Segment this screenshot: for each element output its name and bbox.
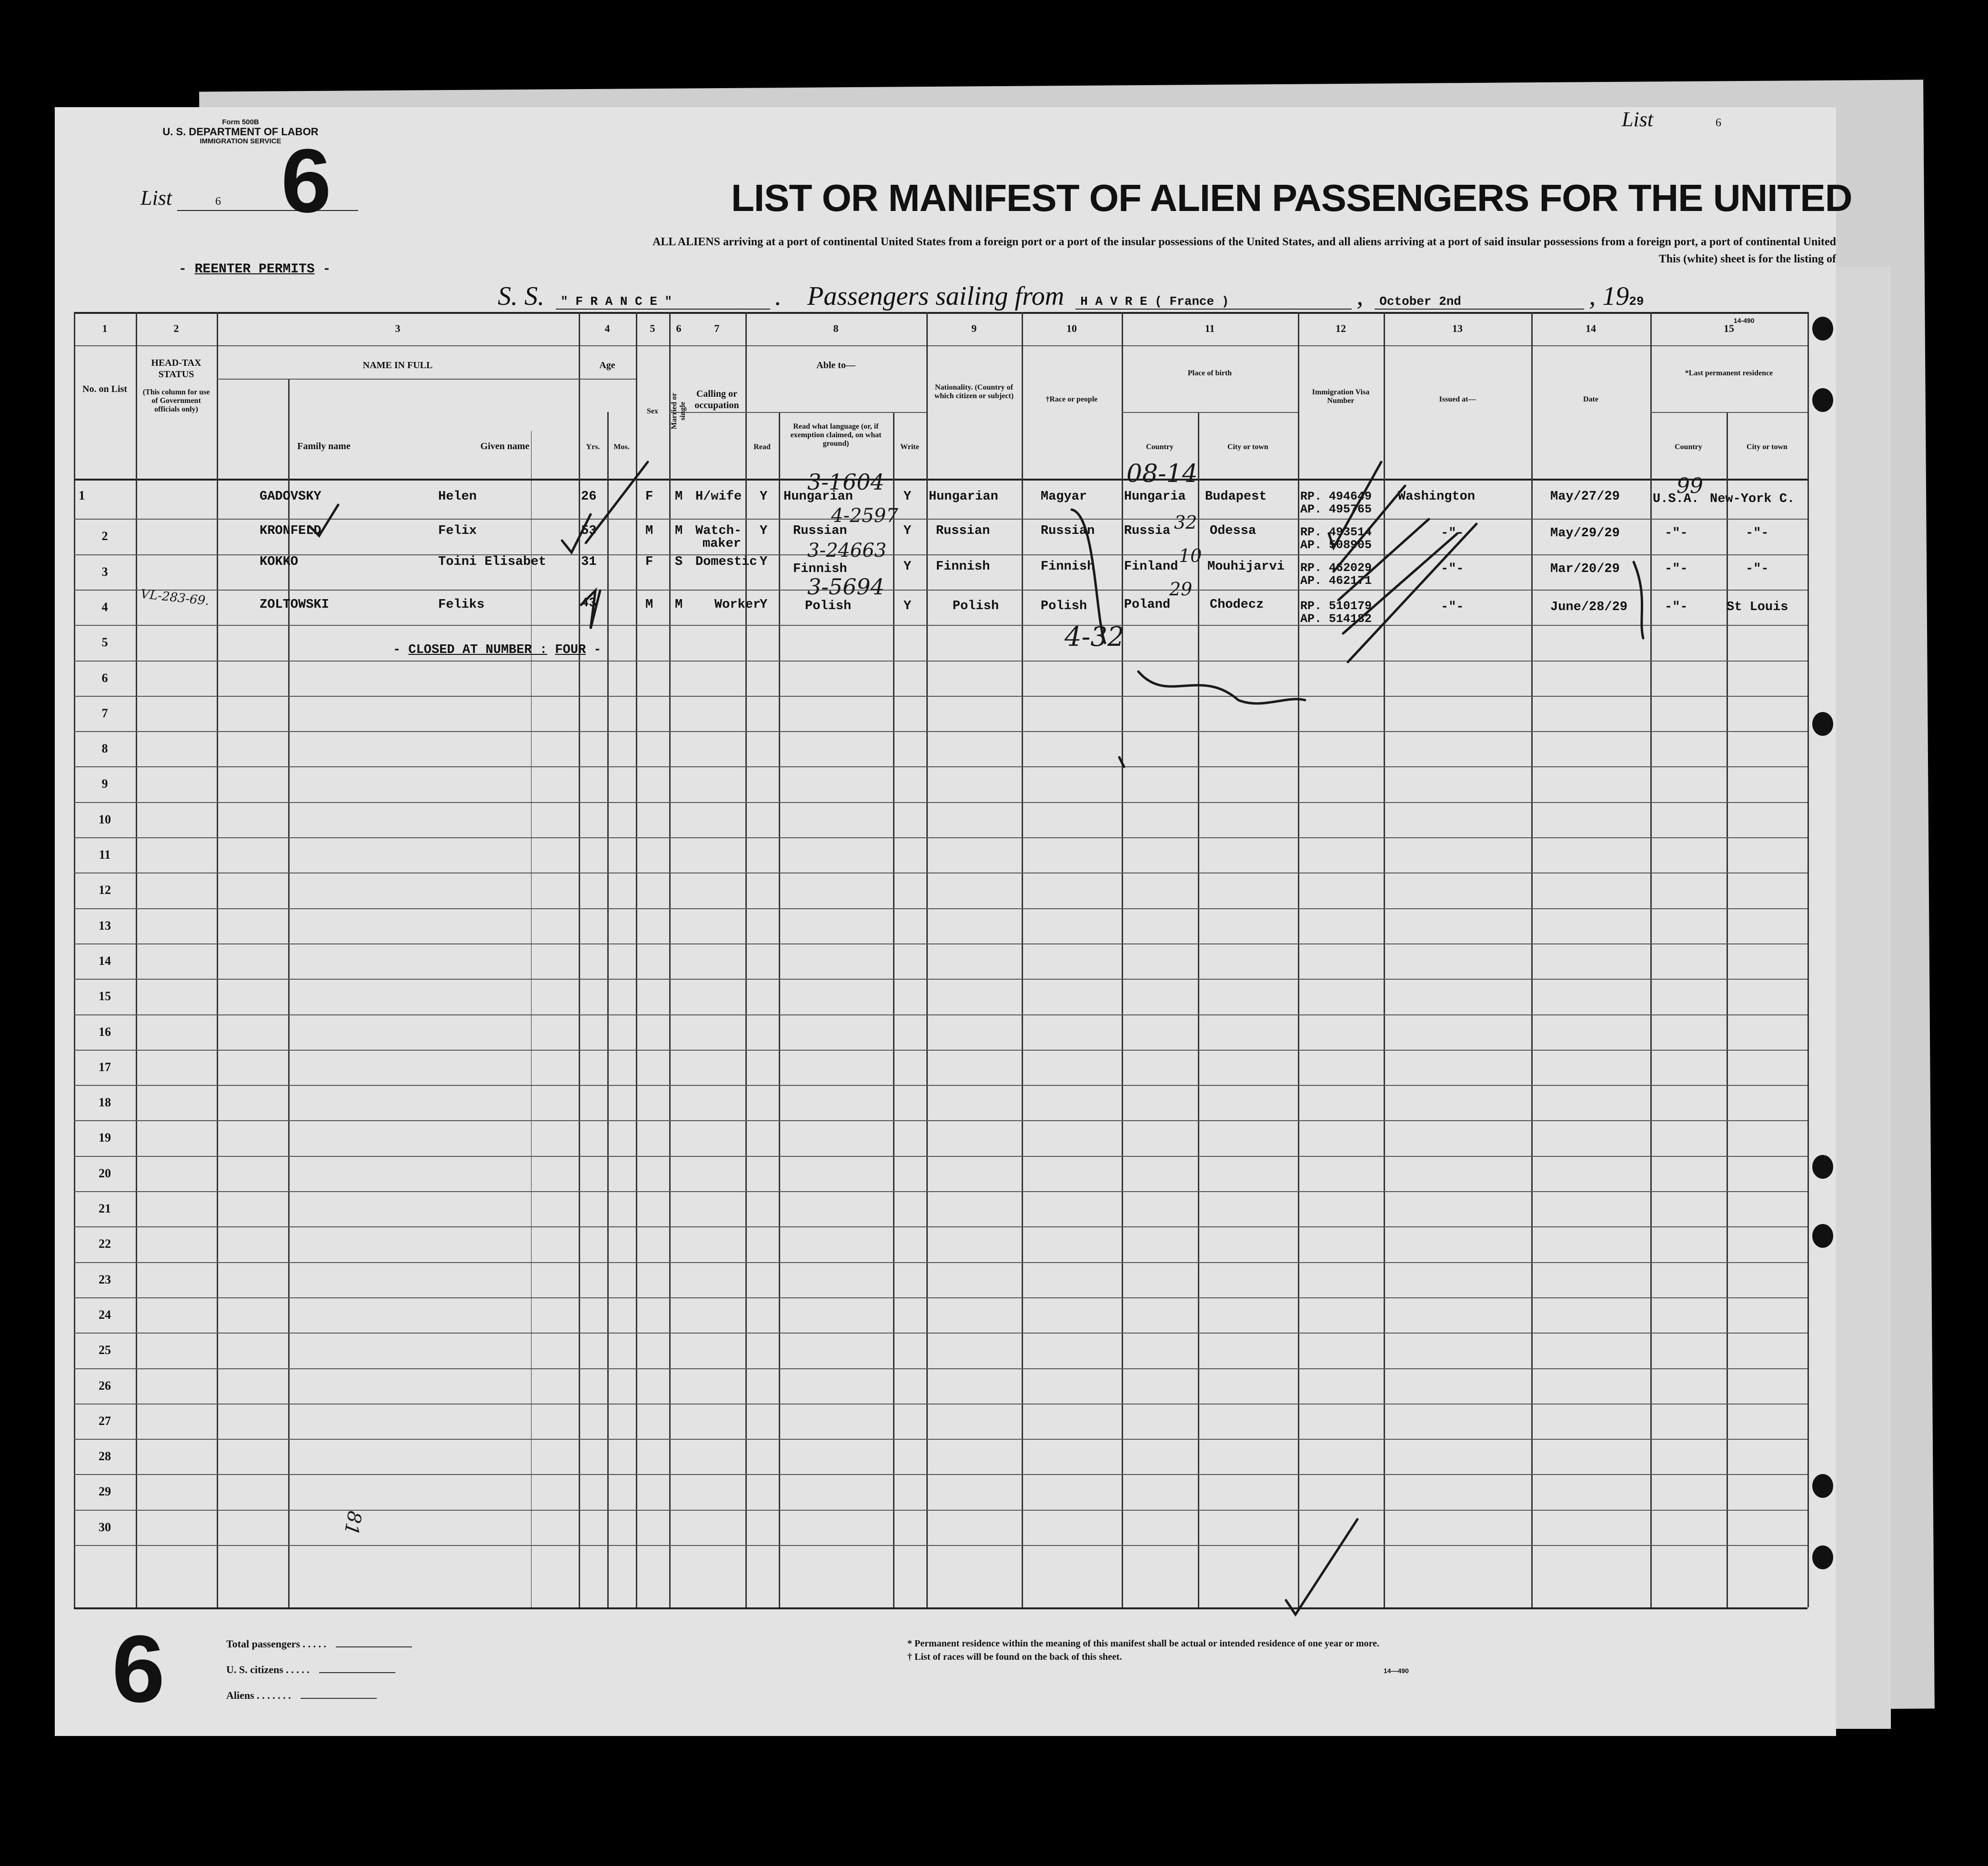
hdr-birth-city: City or town [1227,443,1268,451]
row-rule [74,802,1807,803]
form-number: Form 500B [222,118,259,126]
given-name: Feliks [438,598,485,612]
ss-label: S. S. [498,281,544,311]
row-number: 9 [101,777,108,791]
page-title: LIST OR MANIFEST OF ALIEN PASSENGERS FOR THE UNITED [731,177,1852,219]
residence-city: -"- [1746,526,1769,541]
hdr-res-city: City or town [1747,443,1787,451]
hdr-given-name: Given name [480,441,530,451]
reenter-label: REENTER PERMITS [194,262,315,277]
row-rule [74,1333,1807,1334]
language: Polish [805,599,852,613]
colnum-1: 1 [102,322,108,334]
footnote-races: † List of races will be found on the back of this sheet. [907,1652,1122,1662]
occupation: Watch- [695,524,742,538]
colnum-7: 7 [714,322,720,334]
total-passengers-label: Total passengers . . . . . [226,1638,327,1650]
form-code-bottom: 14—490 [1384,1667,1409,1675]
row-rule [74,1545,1807,1546]
year-prefix: 19 [1602,281,1629,311]
footnotes [907,1637,1379,1664]
language: Russian [793,524,847,538]
hdr-head-tax-note: (This column for use of Government officials only) [142,388,210,413]
colnum-14: 14 [1586,322,1596,334]
row-rule [74,590,1807,591]
hdr-yrs: Yrs. [586,443,600,451]
row-rule [74,1297,1807,1298]
year-suffix: 29 [1629,294,1644,309]
row-number: 12 [99,883,111,897]
punch-hole [1812,1224,1833,1248]
family-name: GADOVSKY [260,490,321,504]
hdr-read-language: Read what language (or, if exemption claimed, on what ground) [790,422,882,448]
row-number: 13 [99,918,111,933]
read: Y [760,490,768,504]
hdr-place-of-birth: Place of birth [1187,369,1232,377]
row-rule [74,1085,1807,1086]
marital-status: S [675,555,683,569]
hdr-write: Write [900,443,919,451]
row-rule [74,1404,1807,1405]
row-number: 18 [99,1095,111,1110]
row-rule [74,731,1807,732]
handwritten-note: 08-14 [1126,460,1198,488]
issue-date: May/29/29 [1550,526,1620,541]
age-years: 43 [581,596,597,611]
row-number: 4 [101,600,108,614]
punch-hole [1812,1155,1833,1179]
handwritten-note: 3-24663 [807,540,887,562]
visa-number-2: AP. 462171 [1300,574,1372,588]
manifest-sheet [55,107,1852,1736]
nationality: Russian [936,524,990,538]
list-right-label: List [1622,108,1654,131]
colnum-4: 4 [604,322,610,334]
hdr-married: Married or single [670,392,687,430]
row-number: 17 [99,1060,111,1074]
residence-country: U.S.A. [1653,492,1699,506]
occupation: Worker [714,598,761,612]
list-big-number: 6 [281,130,331,231]
hdr-last-residence: *Last permanent residence [1685,369,1773,377]
colnum-13: 13 [1452,322,1463,334]
visa-number-2: AP. 508905 [1300,538,1372,552]
sex: F [645,555,653,569]
form-code-top: 14-490 [1734,317,1755,324]
sailing-date: October 2nd [1375,294,1584,310]
row-number: 10 [99,812,111,826]
row-number: 21 [99,1202,111,1215]
department: U. S. DEPARTMENT OF LABOR [162,126,319,138]
write: Y [904,524,912,538]
hdr-nationality: Nationality. (Country of which citizen or subject) [934,383,1014,400]
list-label: List [141,186,172,210]
colnum-10: 10 [1066,322,1077,334]
row-rule [74,554,1807,555]
row-number: 14 [99,953,111,968]
hdr-date: Date [1583,395,1598,403]
hdr-mos: Mos. [613,443,630,451]
language: Finnish [793,562,847,576]
closed-label: CLOSED AT NUMBER : [408,643,548,657]
visa-number-1: RP. 493514 [1300,525,1372,539]
reenter-permits-note: - REENTER PERMITS - [179,262,331,277]
sailing-label: Passengers sailing from [807,281,1064,311]
row-rule [74,696,1807,697]
row-number: 30 [99,1520,111,1534]
row-no: 1 [79,488,85,502]
hdr-name-in-full: NAME IN FULL [362,360,433,371]
row-number: 15 [99,989,111,1003]
race: Polish [1041,599,1087,613]
race: Finnish [1041,560,1095,574]
nationality: Hungarian [929,490,998,504]
punch-hole [1812,1474,1833,1498]
port: H A V R E ( France ) [1075,294,1352,310]
row-rule [74,1262,1807,1263]
row-rule [74,979,1807,980]
footer-list-number: 6 [112,1616,165,1722]
birth-country: Russia [1124,524,1171,538]
underlying-page-edge [1829,267,1891,1729]
birth-country: Hungaria [1124,490,1186,504]
row-number: 3 [101,564,108,579]
hdr-race: †Race or people [1045,395,1098,403]
handwritten-note: 10 [1179,545,1202,566]
row-rule [74,1226,1807,1227]
list-number: 6 [215,195,221,208]
visa-number-2: AP. 514182 [1300,612,1372,626]
write: Y [904,560,912,574]
punch-hole [1812,1545,1833,1569]
issue-date: May/27/29 [1550,490,1620,504]
residence-city: -"- [1746,562,1769,576]
row-rule [74,1120,1807,1121]
hdr-res-country: Country [1675,443,1702,451]
issued-at: -"- [1441,600,1464,614]
row-number: 19 [99,1131,111,1145]
closed-value: FOUR [555,643,586,657]
handwritten-note: 4-32 [1064,622,1125,652]
stray-mark: 81 [340,1509,366,1537]
punch-hole [1812,712,1833,736]
colnum-12: 12 [1335,322,1346,334]
issue-date: June/28/29 [1550,600,1628,614]
row-rule [74,1050,1807,1051]
given-name: Toini Elisabet [438,555,546,569]
punch-hole [1812,388,1833,412]
sex: F [645,490,653,504]
occupation-line-2: maker [703,537,742,551]
handwritten-note: 4-2597 [831,505,898,527]
family-name: KRONFELD [260,524,321,538]
ship-line: S. S. " F R A N C E " . Passengers sailing from H A V R E ( France ) , October 2nd , 1929 [498,281,1644,311]
ship-name: " F R A N C E " [556,294,770,310]
punch-hole [1812,317,1833,341]
row-number: 22 [99,1237,111,1251]
row-rule [74,1191,1807,1192]
hdr-age: Age [599,360,615,371]
race: Magyar [1041,490,1087,504]
birth-city: Odessa [1210,524,1256,538]
row-number: 20 [99,1166,111,1180]
colnum-11: 11 [1205,322,1215,334]
row-number: 28 [99,1449,111,1464]
hdr-family-name: Family name [297,441,351,451]
row-number: 25 [99,1343,111,1357]
visa-number-1: RP. 510179 [1300,599,1372,613]
row-rule [74,908,1807,909]
residence-country: -"- [1665,562,1688,576]
nationality: Finnish [936,560,990,574]
row-number: 29 [99,1485,111,1499]
birth-country: Finland [1124,560,1178,574]
colnum-15: 15 [1724,322,1734,334]
row-rule [74,1156,1807,1157]
row-number: 24 [99,1307,111,1322]
manifest-table [74,312,1807,1607]
residence-city: St Louis [1727,600,1788,614]
row-number: 26 [99,1378,111,1393]
list-right-number: 6 [1716,117,1722,129]
residence-country: -"- [1665,526,1688,541]
residence-city: New-York C. [1710,492,1795,506]
handwritten-note: 32 [1174,512,1197,533]
closed-at-number: - CLOSED AT NUMBER : FOUR - [393,643,602,657]
row-rule [74,766,1807,767]
hdr-issued-at: Issued at— [1439,395,1476,403]
hdr-head-tax: HEAD-TAX STATUS [151,358,201,380]
handwritten-note: 99 [1677,474,1703,498]
given-name: Helen [438,490,477,504]
row-number: 6 [101,671,108,685]
colnum-3: 3 [395,322,401,334]
visa-number-1: RP. 494649 [1300,490,1372,503]
residence-country: -"- [1665,600,1688,614]
row-number: 7 [101,706,108,720]
issued-at: -"- [1441,526,1464,541]
write: Y [904,490,912,504]
hdr-read: Read [753,443,771,451]
write: Y [904,599,912,613]
subtitle-line-1: ALL ALIENS arriving at a port of continental United States from a foreign port or a port of the insular possessions of the United States, and all aliens arriving at a port of said insular possessions from a foreign port, a port of continental United [653,236,1836,248]
hdr-sex: Sex [647,407,658,415]
family-name: KOKKO [260,555,299,569]
race: Russian [1041,524,1095,538]
row-number: 8 [101,742,108,756]
hdr-calling: Calling or occupation [694,389,739,411]
service: IMMIGRATION SERVICE [200,137,281,145]
birth-city: Chodecz [1210,598,1264,612]
row-number: 27 [99,1414,111,1428]
visa-number-2: AP. 495765 [1300,502,1372,516]
age-years: 53 [581,524,597,538]
handwritten-note: 3-5694 [807,574,884,600]
list-number-right [1622,107,1721,131]
row-rule [74,1510,1807,1511]
nationality: Polish [953,599,999,613]
footer [55,1603,1836,1736]
language: Hungarian [783,490,853,504]
issued-at: Washington [1398,490,1476,504]
colnum-2: 2 [173,322,179,334]
row-number: 5 [101,635,108,650]
read: Y [760,555,768,569]
row-number: 2 [101,529,108,543]
birth-city: Budapest [1205,490,1267,504]
occupation: H/wife [695,490,742,504]
row-number: 16 [99,1024,111,1039]
issued-at: -"- [1441,562,1464,576]
colnum-9: 9 [971,322,977,334]
row-rule [74,519,1807,520]
subtitle-line-2: This (white) sheet is for the listing of [1658,253,1836,265]
handwritten-note: 3-1604 [807,469,884,495]
footnote-residence: * Permanent residence within the meaning of this manifest shall be actual or intended residence of one year or more. [907,1638,1380,1649]
row-rule [74,1368,1807,1369]
issue-date: Mar/20/29 [1550,562,1620,576]
hdr-visa: Immigration Visa Number [1312,388,1370,405]
birth-city: Mouhijarvi [1207,560,1285,574]
row-rule [74,943,1807,944]
visa-number-1: RP. 462029 [1300,561,1372,575]
hdr-birth-country: Country [1146,443,1174,451]
row-rule [74,1014,1807,1015]
row-rule [74,1474,1807,1475]
colnum-8: 8 [833,322,839,334]
handwritten-note: 29 [1169,579,1193,600]
age-years: 26 [581,490,597,504]
row-rule [74,625,1807,626]
row-number: 11 [99,848,111,862]
row-rule [74,837,1807,838]
sex: M [645,598,653,612]
occupation: Domestic [695,555,757,569]
sex: M [645,524,653,538]
row-rule [74,1439,1807,1440]
row-rule [74,661,1807,662]
margin-note: VL-283-69. [140,587,210,609]
colnum-6: 6 [676,322,682,334]
marital-status: M [675,490,683,504]
read: Y [760,598,768,612]
age-years: 31 [581,555,597,569]
colnum-5: 5 [650,322,655,334]
us-citizens-label: U. S. citizens . . . . . [226,1664,310,1675]
totals [226,1631,412,1708]
family-name: ZOLTOWSKI [260,598,329,612]
aliens-label: Aliens . . . . . . . [226,1689,291,1701]
given-name: Felix [438,524,477,538]
birth-country: Poland [1124,598,1171,612]
marital-status: M [675,598,683,612]
marital-status: M [675,524,683,538]
row-number: 23 [99,1272,111,1286]
read: Y [760,524,768,538]
subtitle [402,233,1836,268]
hdr-able-to: Able to— [816,360,855,371]
hdr-no-on-list: No. on List [82,384,127,394]
